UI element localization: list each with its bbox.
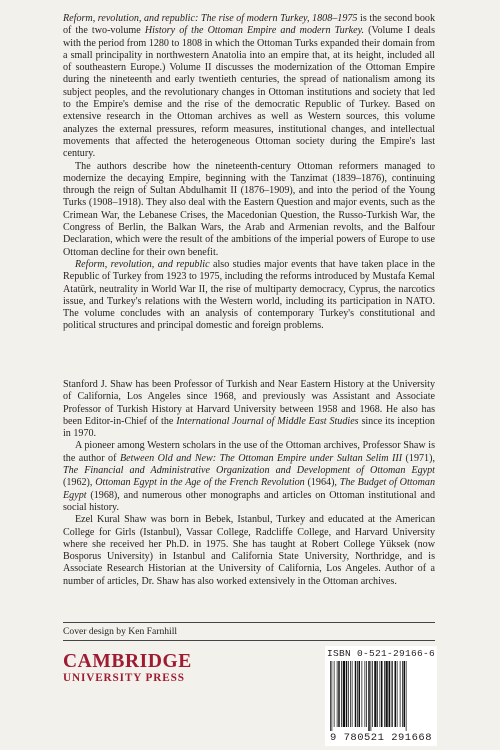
barcode-bar — [330, 661, 331, 731]
blurb-section — [63, 13, 435, 333]
barcode-bar — [374, 661, 376, 727]
barcode-bar — [338, 661, 340, 727]
barcode-bar — [362, 661, 363, 727]
barcode-bar — [341, 661, 342, 727]
barcode-bar — [392, 661, 393, 727]
barcode-bar — [350, 661, 351, 727]
author-bio-stanford — [63, 379, 435, 440]
text-run: also studies major events that have taken place in the Republic of Turkey from 1923 to 1975, including the reforms introduced by Mustafa Kemal Atatürk, neutrality in World War II, the rise of multiparty democracy, Cyprus, the narcotics issue, and Turkey's relations with the Western world, including its participation in NATO. The volume concludes with an analysis of contemporary Turkey's constitutional and political structures and principal domestic and foreign problems. — [63, 258, 435, 332]
isbn-label: ISBN 0-521-29166-6 — [326, 648, 436, 659]
text-run: (1964), — [304, 477, 340, 489]
barcode-bar — [357, 661, 358, 727]
barcode-bar — [343, 661, 345, 727]
cover-design-credit: Cover design by Ken Farnhill — [63, 626, 178, 637]
barcode-bar — [337, 661, 338, 727]
text-run: (1968), and numerous other monographs and articles on Ottoman institutional and social history. — [63, 489, 435, 513]
publisher-press: UNIVERSITY PRESS — [63, 672, 185, 684]
barcode-bar — [334, 661, 335, 727]
blurb-paragraph-2: The authors describe how the nineteenth-century Ottoman reformers managed to modernize the decaying Empire, beginning with the Tanzimat (1839–1876), continuing through the reign of Sultan Abdulhamit II (1876–1909), and into the period of the Young Turks (1908–1918). They also deal with the Eastern Question and major events, such as the Crimean War, the Lebanese Crises, the Macedonian Question, the Russo-Turkish War, the Congress of Berlin, the Balkan Wars, the Arab and Armenian revolts, and the Balfour Declaration, which were the result of the ambitions of the imperial powers of Europe to use Ottoman decline for their own benefit. — [63, 160, 435, 258]
work-title: The Financial and Administrative Organization and Development of Ottoman Egypt — [63, 465, 435, 477]
barcode-bar — [402, 661, 403, 727]
series-title: History of the Ottoman Empire and modern Turkey. — [144, 25, 365, 37]
barcode-bar — [365, 661, 366, 727]
barcode-bar — [391, 661, 392, 727]
barcode-bar — [404, 661, 406, 727]
barcode-bar — [406, 661, 407, 731]
isbn-barcode-box — [325, 646, 437, 746]
publisher-name: CAMBRIDGE — [63, 651, 192, 672]
barcode-bar — [380, 661, 381, 727]
barcode-bar — [395, 661, 397, 727]
barcode-bar — [359, 661, 361, 727]
author-bios — [63, 379, 435, 588]
book-title: Reform, revolution, and republic: The rise of modern Turkey, 1808–1975 — [63, 13, 358, 24]
author-bio-ezel: Ezel Kural Shaw was born in Bebek, Istanbul, Turkey and educated at the American College for Girls (Istanbul), Vassar College, Radcliffe College, and Harvard University where she received her Ph.D. in 1975. She has taught at Robert College Yüksek (now Bosporus University) in Istanbul and California State University, Northridge, and is Associate Research Historian at the University of California, Los Angeles. Author of a number of articles, Dr. Shaw has also worked extensively in the Ottoman archives. — [63, 514, 435, 587]
barcode-bar — [397, 661, 398, 727]
barcode-bar — [371, 661, 372, 731]
divider-line — [63, 640, 435, 641]
book-short-title: Reform, revolution, and republic — [75, 258, 210, 270]
blurb-paragraph-1 — [63, 13, 435, 161]
barcode — [329, 661, 433, 731]
author-works — [63, 440, 435, 514]
barcode-bar — [377, 661, 378, 727]
journal-title: International Journal of Middle East Studies — [176, 415, 359, 427]
publisher-logo — [63, 651, 203, 691]
barcode-bar — [400, 661, 401, 727]
text-run: (1962), — [63, 477, 96, 489]
barcode-bar — [346, 661, 348, 727]
text-run: since its inception in 1970. — [63, 415, 435, 440]
work-title: Ottoman Egypt in the Age of the French Revolution — [95, 477, 305, 489]
blurb-paragraph-3 — [63, 259, 435, 333]
barcode-bar — [381, 661, 383, 727]
barcode-bar — [366, 661, 367, 727]
barcode-bar — [389, 661, 391, 727]
barcode-bar — [368, 661, 370, 731]
barcode-bar — [386, 661, 388, 727]
barcode-bar — [352, 661, 353, 727]
ean-number: 9 780521 291668 — [329, 732, 432, 744]
text-run: (Volume I deals with the period from 1280 to 1808 in which the Ottoman Turks expanded their domain from a small principality in northwestern Anatolia into an empire that, at its height, included all of southeastern Europe.) Volume II discusses the modernization of the Ottoman Empire during the nineteenth and early twentieth centuries, the spread of nationalism among its subject peoples, and the revolutionary changes in Ottoman institutions and society that led to the Empire's demise and the rise of the democratic Republic of Turkey. Based on extensive research in the Ottoman archives as well as Western sources, this volume analyzes the external pressures, reform measures, institutional changes, and intellectual movements that affected the heterogeneous Ottoman society during the Empire's last century. — [63, 25, 436, 160]
text-run: is the second book of the two-volume — [63, 13, 435, 37]
barcode-bar — [348, 661, 349, 727]
work-title: Between Old and New: The Ottoman Empire under Sultan Selim III — [119, 452, 403, 464]
text-run: A pioneer among Western scholars in the use of the Ottoman archives, Professor Shaw is the author of — [63, 440, 435, 464]
barcode-bar — [372, 661, 373, 727]
barcode-bar — [355, 661, 357, 727]
barcode-bar — [332, 661, 333, 731]
text-run: (1971), — [402, 452, 435, 464]
work-title: The Budget of Ottoman Egypt — [63, 477, 435, 501]
text-run: Stanford J. Shaw has been Professor of Turkish and Near Eastern History at the University of California, Los Angeles since 1968, and previously was Assistant and Associate Professor of Turkish History at Harvard University between 1958 and 1968. He also has been Editor-in-Chief of the — [63, 379, 435, 427]
divider-line — [63, 622, 435, 623]
barcode-bar — [384, 661, 385, 727]
